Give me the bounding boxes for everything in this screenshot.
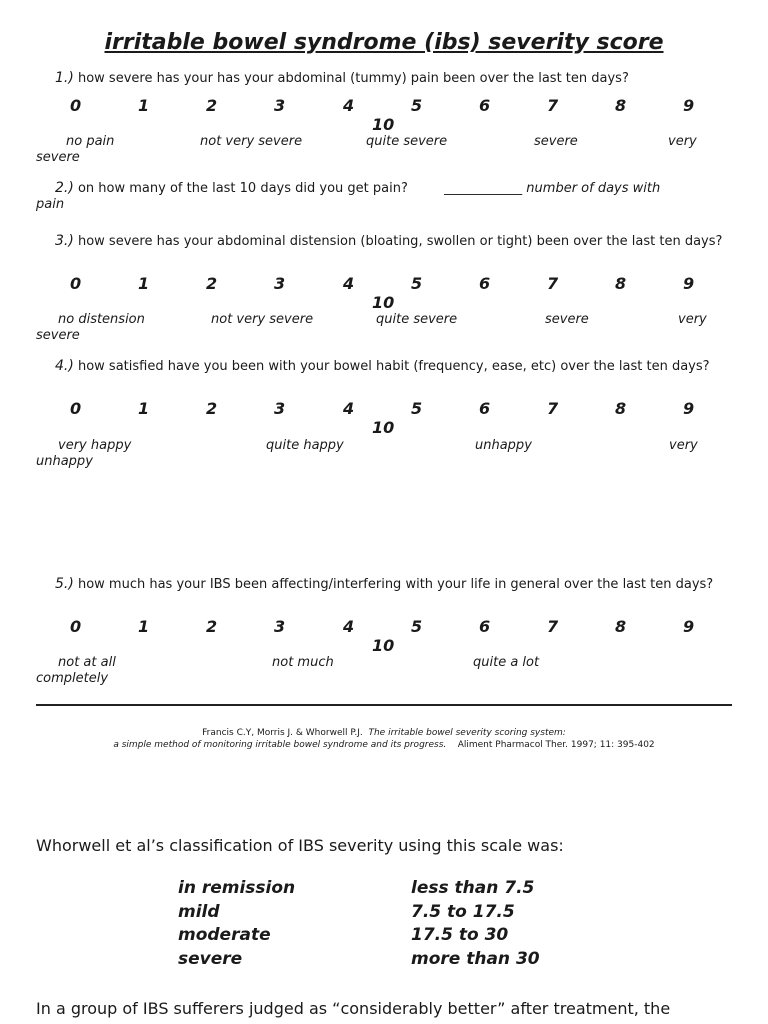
anchor-label: unhappy (36, 454, 93, 469)
scale-1: 1 (138, 399, 150, 418)
severity-label: in remission (178, 878, 296, 898)
question-4 (36, 358, 736, 375)
scale-10: 10 (372, 115, 395, 134)
severity-range: less than 7.5 (411, 878, 535, 898)
scale-6: 6 (479, 399, 491, 418)
severity-label: severe (178, 948, 243, 969)
scale-4: 4 (343, 274, 355, 293)
question-3 (36, 233, 736, 250)
rating-scale-3 (36, 274, 736, 314)
question-1 (36, 70, 736, 87)
scale-8: 8 (615, 399, 627, 418)
anchor-label: severe (36, 150, 80, 165)
scale-3: 3 (274, 274, 286, 293)
anchor-label: very (669, 438, 698, 453)
severity-label: moderate (178, 925, 271, 945)
citation-line-1 (0, 727, 768, 739)
question-text: how severe has your has your abdominal (tummy) pain been over the last ten days? (77, 71, 629, 86)
scale-7: 7 (547, 274, 559, 293)
classification-row (178, 949, 578, 973)
divider-line (36, 704, 732, 706)
citation-line-2 (0, 739, 768, 751)
scale-9: 9 (683, 274, 695, 293)
classification-row (178, 925, 578, 949)
scale-1: 1 (138, 617, 150, 636)
citation-title: The irritable bowel severity scoring system: (368, 728, 566, 738)
citation-title-cont: a simple method of monitoring irritable bowel syndrome and its progress. (113, 740, 447, 750)
question-number: 1.) (55, 70, 74, 86)
scale-4: 4 (343, 617, 355, 636)
severity-range: 7.5 to 17.5 (411, 901, 515, 922)
scale-3: 3 (274, 617, 286, 636)
rating-scale-1 (36, 96, 736, 136)
scale-0: 0 (70, 274, 82, 293)
scale-0: 0 (70, 96, 82, 115)
scale-anchors-5 (36, 655, 736, 689)
anchor-label: no pain (66, 134, 115, 149)
anchor-label: severe (534, 134, 578, 149)
scale-1: 1 (138, 274, 150, 293)
question-text: on how many of the last 10 days did you get pain? (77, 181, 408, 196)
rating-scale-4 (36, 399, 736, 439)
scale-9: 9 (683, 96, 695, 115)
classification-intro: Whorwell et al’s classification of IBS severity using this scale was: (36, 836, 564, 855)
question-2 (36, 180, 736, 213)
scale-6: 6 (479, 617, 491, 636)
scale-1: 1 (138, 96, 150, 115)
scale-9: 9 (683, 617, 695, 636)
scale-6: 6 (479, 96, 491, 115)
anchor-label: quite a lot (473, 655, 540, 670)
scale-5: 5 (411, 399, 423, 418)
citation-journal: Aliment Pharmacol Ther. 1997; 11: 395-402 (457, 740, 655, 750)
anchor-label: quite severe (376, 312, 458, 327)
scale-2: 2 (206, 617, 218, 636)
severity-label: mild (178, 901, 220, 922)
scale-0: 0 (70, 399, 82, 418)
question-suffix: number of days with (526, 181, 661, 196)
anchor-label: unhappy (475, 438, 532, 453)
question-5 (36, 576, 736, 593)
anchor-label: severe (36, 328, 80, 343)
anchor-label: not very severe (211, 312, 314, 327)
anchor-label: severe (545, 312, 589, 327)
scale-anchors-4 (36, 438, 736, 472)
classification-row (178, 902, 578, 926)
question-text: how much has your IBS been affecting/interfering with your life in general over the last ten days? (77, 577, 714, 592)
anchor-label: no distension (58, 312, 145, 327)
scale-8: 8 (615, 617, 627, 636)
anchor-label: not very severe (200, 134, 303, 149)
scale-10: 10 (372, 293, 395, 312)
scale-5: 5 (411, 274, 423, 293)
scale-9: 9 (683, 399, 695, 418)
page-title: irritable bowel syndrome (ibs) severity score (104, 30, 664, 55)
anchor-label: not at all (58, 655, 116, 670)
scale-8: 8 (615, 96, 627, 115)
classification-row (178, 878, 578, 902)
question-suffix-cont: pain (36, 197, 65, 212)
anchor-label: very (668, 134, 697, 149)
scale-8: 8 (615, 274, 627, 293)
scale-2: 2 (206, 96, 218, 115)
question-text: how severe has your abdominal distension (bloating, swollen or tight) been over the last ten days? (77, 234, 723, 249)
anchor-label: quite happy (266, 438, 344, 453)
anchor-label: very happy (58, 438, 132, 453)
scale-4: 4 (343, 399, 355, 418)
question-number: 2.) (55, 180, 74, 196)
scale-0: 0 (70, 617, 82, 636)
scale-7: 7 (547, 399, 559, 418)
scale-3: 3 (274, 399, 286, 418)
anchor-label: completely (36, 671, 109, 686)
scale-4: 4 (343, 96, 355, 115)
question-number: 4.) (55, 358, 74, 374)
citation-authors: Francis C.Y, Morris J. & Whorwell P.J. (202, 728, 363, 738)
scale-10: 10 (372, 636, 395, 655)
scale-7: 7 (547, 96, 559, 115)
question-number: 5.) (55, 576, 74, 592)
scale-2: 2 (206, 274, 218, 293)
scale-5: 5 (411, 617, 423, 636)
scale-2: 2 (206, 399, 218, 418)
question-number: 3.) (55, 233, 74, 249)
severity-range: 17.5 to 30 (411, 925, 509, 945)
question-text: how satisfied have you been with your bowel habit (frequency, ease, etc) over the last ten days? (77, 359, 710, 374)
severity-range: more than 30 (411, 948, 540, 969)
scale-anchors-1 (36, 134, 736, 168)
bottom-paragraph: In a group of IBS sufferers judged as “considerably better” after treatment, the (36, 999, 671, 1018)
citation (0, 727, 768, 751)
scale-anchors-3 (36, 312, 736, 346)
scale-6: 6 (479, 274, 491, 293)
scale-7: 7 (547, 617, 559, 636)
anchor-label: not much (272, 655, 334, 670)
classification-table (178, 878, 578, 972)
anchor-label: quite severe (366, 134, 448, 149)
anchor-label: very (678, 312, 707, 327)
scale-3: 3 (274, 96, 286, 115)
rating-scale-5 (36, 617, 736, 657)
scale-5: 5 (411, 96, 423, 115)
scale-10: 10 (372, 418, 395, 437)
days-answer-field[interactable]: ____________ (444, 181, 523, 196)
